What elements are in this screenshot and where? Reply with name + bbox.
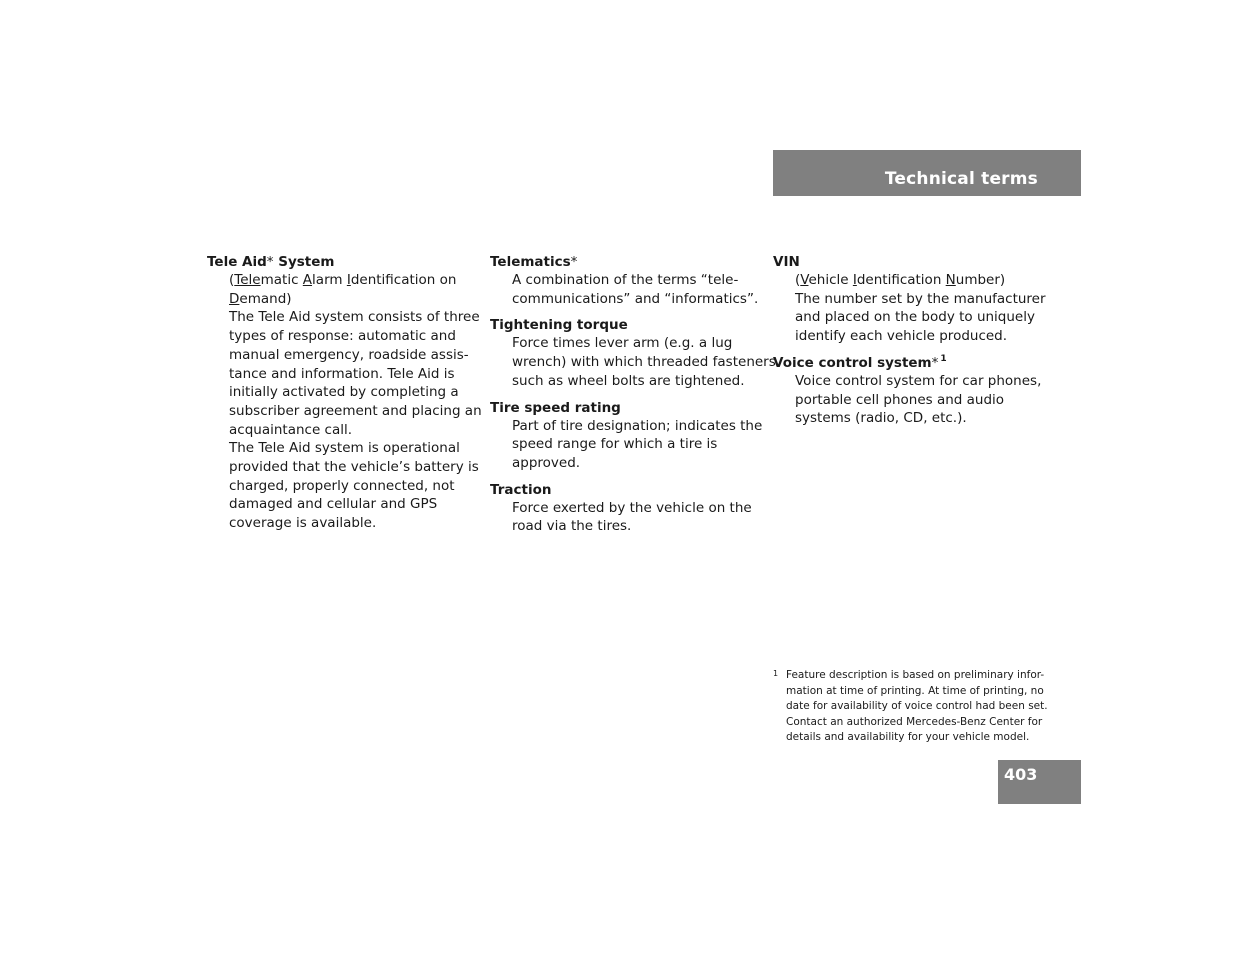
- definition-line: The Tele Aid system consists of three: [229, 309, 480, 326]
- definition-line: systems (radio, CD, etc.).: [795, 410, 967, 427]
- section-header-bar: [773, 150, 1081, 196]
- glossary-entry-vin: [773, 253, 1046, 346]
- definition-line: initially activated by completing a: [229, 384, 459, 401]
- definition-line: Force exerted by the vehicle on the: [512, 499, 752, 516]
- glossary-entry-tele-aid: [207, 253, 482, 533]
- definition-line: identify each vehicle produced.: [795, 328, 1008, 345]
- definition-line: communications” and “informatics”.: [512, 290, 759, 307]
- definition-line: Force times lever arm (e.g. a lug: [512, 335, 733, 352]
- column-3: [773, 253, 1046, 436]
- footnote-line: Feature description is based on preliminary infor-: [786, 669, 1045, 681]
- definition-line: approved.: [512, 454, 581, 471]
- glossary-entry-voice-control: [773, 353, 1042, 428]
- term-heading: Tire speed rating: [490, 399, 621, 416]
- acronym-expansion: (Vehicle Identification Number): [795, 272, 1006, 288]
- acronym-expansion-cont: Demand): [229, 290, 292, 307]
- page-number: 403: [1004, 765, 1038, 784]
- term-heading: Tightening torque: [490, 317, 628, 334]
- definition-line: road via the tires.: [512, 518, 632, 535]
- term-definition: [512, 334, 776, 390]
- definition-line: charged, properly connected, not: [229, 477, 455, 494]
- column-1: [207, 253, 482, 541]
- definition-line: The number set by the manufacturer: [795, 290, 1046, 307]
- term-heading: VIN: [773, 254, 800, 270]
- acronym-expansion: (Telematic Alarm Identification on: [229, 272, 457, 288]
- definition-line: subscriber agreement and placing an: [229, 402, 482, 419]
- definition-line: Part of tire designation; indicates the: [512, 417, 763, 434]
- footnote-line: details and availability for your vehicle model.: [786, 731, 1030, 744]
- term-definition: [512, 417, 763, 473]
- asterisk-mark: *: [931, 354, 939, 371]
- glossary-entry-traction: [490, 481, 758, 536]
- column-2: [490, 253, 776, 544]
- definition-line: A combination of the terms “tele-: [512, 272, 739, 288]
- term-definition: [795, 372, 1042, 428]
- definition-line: manual emergency, roadside assis-: [229, 346, 469, 363]
- definition-line: acquaintance call.: [229, 421, 353, 438]
- definition-line: such as wheel bolts are tightened.: [512, 372, 745, 389]
- footnote-line: Contact an authorized Mercedes-Benz Center for: [786, 715, 1043, 728]
- footnote-text: [786, 668, 1048, 746]
- asterisk-mark: *: [266, 254, 274, 270]
- footnote-mark: 1: [773, 669, 779, 678]
- definition-line: provided that the vehicle’s battery is: [229, 459, 479, 476]
- definition-line: portable cell phones and audio: [795, 391, 1005, 408]
- footnote-line: mation at time of printing. At time of printing, no: [786, 684, 1044, 697]
- glossary-entry-tire-speed-rating: [490, 399, 763, 473]
- term-definition: [512, 499, 758, 536]
- footnote-line: date for availability of voice control had been set.: [786, 700, 1048, 713]
- page-number-box: [998, 760, 1081, 804]
- term-definition: [795, 271, 1046, 346]
- footnote-reference: 1: [940, 353, 947, 364]
- definition-line: damaged and cellular and GPS: [229, 496, 438, 513]
- asterisk-mark: *: [570, 254, 578, 270]
- term-definition: [229, 271, 482, 533]
- definition-line: and placed on the body to uniquely: [795, 309, 1035, 326]
- term-heading: Voice control system* $^1$: [773, 353, 947, 371]
- definition-line: Voice control system for car phones,: [795, 372, 1042, 389]
- definition-line: coverage is available.: [229, 515, 377, 532]
- term-definition: [512, 271, 758, 308]
- footnote: [773, 668, 1048, 746]
- term-heading: Traction: [490, 481, 552, 498]
- section-title: Technical terms: [884, 169, 1038, 189]
- definition-line: types of response: automatic and: [229, 328, 456, 345]
- definition-line: speed range for which a tire is: [512, 436, 718, 453]
- definition-line: wrench) with which threaded fasteners: [512, 354, 776, 371]
- glossary-entry-tightening-torque: [490, 316, 776, 390]
- glossary-entry-telematics: [490, 253, 758, 308]
- term-heading: Tele Aid* System: [207, 254, 335, 270]
- term-heading: Telematics*: [490, 254, 578, 270]
- definition-line: The Tele Aid system is operational: [229, 440, 460, 457]
- definition-line: tance and information. Tele Aid is: [229, 365, 455, 382]
